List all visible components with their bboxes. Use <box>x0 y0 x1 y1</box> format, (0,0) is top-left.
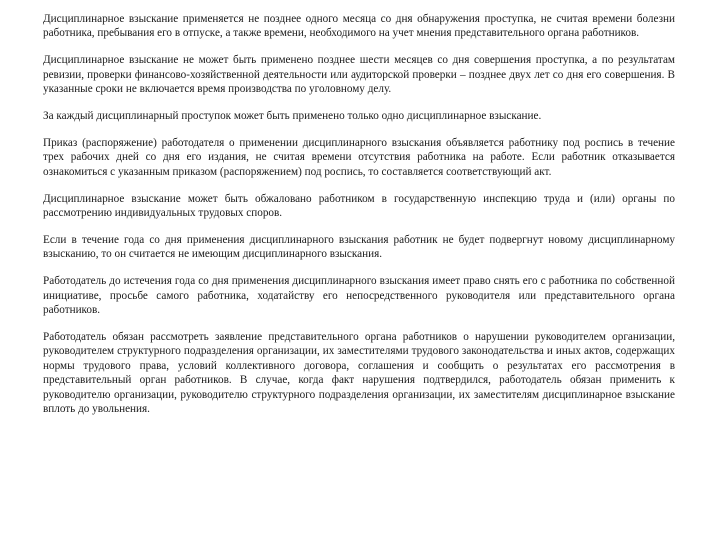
paragraph-appeal: Дисциплинарное взыскание может быть обжаловано работником в государственную инспекцию труда и (или) органы по рассмотрению индивидуальных трудовых споров. <box>43 192 675 220</box>
paragraph-expiry-one-year: Если в течение года со дня применения дисциплинарного взыскания работник не будет подвергнут новому дисциплинарному взысканию, то он считается не имеющим дисциплинарного взыскания. <box>43 233 675 261</box>
paragraph-early-removal: Работодатель до истечения года со дня применения дисциплинарного взыскания имеет право снять его с работника по собственной инициативе, просьбе самого работника, ходатайству его непосредственного руководителя или представительного органа работников. <box>43 275 675 317</box>
paragraph-order-signature: Приказ (распоряжение) работодателя о применении дисциплинарного взыскания объявляется работнику под роспись в течение трех рабочих дней со дня его издания, не считая времени отсутствия работника на работе. Если работник отказывается ознакомиться с указанным приказом (распоряжением) под роспись, то составляется соответствующий акт. <box>43 136 675 178</box>
paragraph-employer-obligation: Работодатель обязан рассмотреть заявление представительного органа работников о нарушении руководителем организации, руководителем структурного подразделения организации, их заместителями трудового законодательства и иных актов, содержащих нормы трудового права, условий коллективного договора, соглашения и сообщить о результатах его рассмотрения в представительный орган работников. В случае, когда факт нарушения подтвердился, работодатель обязан применить к руководителю организации, руководителю структурного подразделения организации, их заместителям дисциплинарное взыскание вплоть до увольнения. <box>43 331 675 416</box>
document-page <box>43 12 675 429</box>
paragraph-deadline-six-months: Дисциплинарное взыскание не может быть применено позднее шести месяцев со дня совершения проступка, а по результатам ревизии, проверки финансово-хозяйственной деятельности или аудиторской проверки – позднее двух лет со дня его совершения. В указанные сроки не включается время производства по уголовному делу. <box>43 54 675 96</box>
paragraph-one-penalty: За каждый дисциплинарный проступок может быть применено только одно дисциплинарное взыскание. <box>43 110 542 123</box>
paragraph-deadline-one-month: Дисциплинарное взыскание применяется не позднее одного месяца со дня обнаружения проступка, не считая времени болезни работника, пребывания его в отпуске, а также времени, необходимого на учет мнения представительного органа работников. <box>43 13 675 40</box>
